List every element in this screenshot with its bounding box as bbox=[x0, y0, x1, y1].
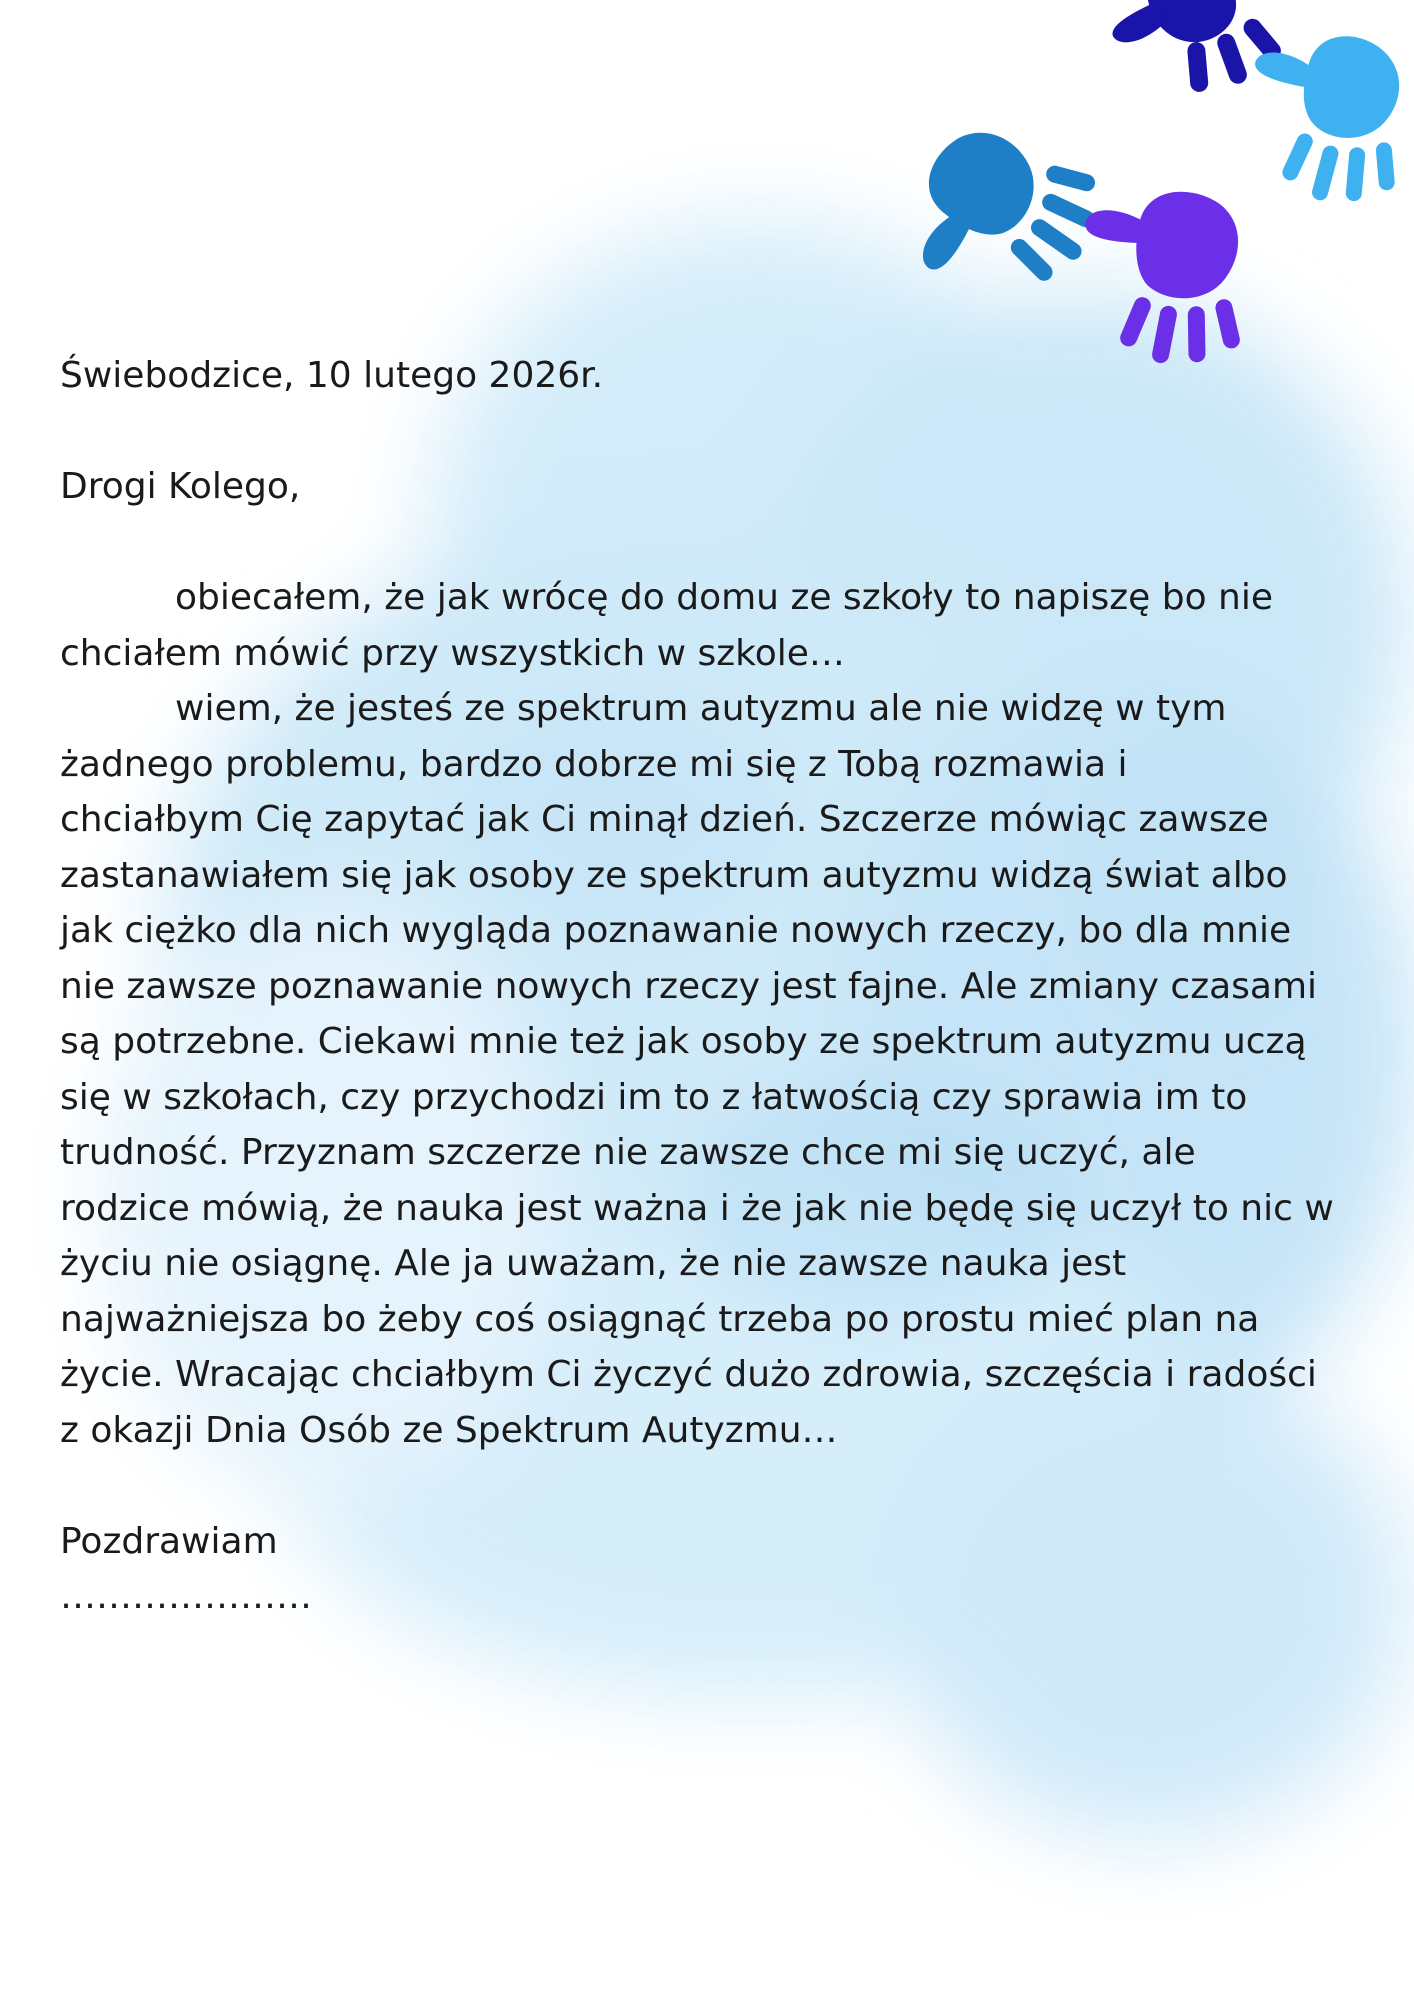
place-date: Świebodzice, 10 lutego 2026r. bbox=[60, 355, 604, 396]
body-line: życiu nie osiągnę. Ale ja uważam, że nie zawsze nauka jest bbox=[60, 1243, 1127, 1284]
spacer bbox=[60, 515, 1370, 571]
signature-line: ………………… bbox=[60, 1576, 312, 1617]
closing: Pozdrawiam bbox=[60, 1520, 278, 1562]
letter-content bbox=[60, 348, 1370, 1625]
body-line: się w szkołach, czy przychodzi im to z łatwością czy sprawia im to bbox=[60, 1076, 1248, 1118]
handprints-decoration bbox=[0, 0, 1414, 400]
body-line: z okazji Dnia Osób ze Spektrum Autyzmu… bbox=[60, 1409, 838, 1451]
body-line: nie zawsze poznawanie nowych rzeczy jest fajne. Ale zmiany czasami bbox=[60, 965, 1318, 1007]
medium-blue-handprint-icon bbox=[887, 103, 1119, 331]
body-line: rodzice mówią, że nauka jest ważna i że jak nie będę się uczył to nic w bbox=[60, 1187, 1334, 1229]
body-line: obiecałem, że jak wrócę do domu ze szkoły to napiszę bo nie bbox=[175, 577, 1273, 618]
spacer bbox=[60, 404, 1370, 460]
body-line: życie. Wracając chciałbym Ci życzyć dużo zdrowia, szczęścia i radości bbox=[60, 1354, 1317, 1395]
body-line: są potrzebne. Ciekawi mnie też jak osoby ze spektrum autyzmu uczą bbox=[60, 1021, 1307, 1062]
body-line: zastanawiałem się jak osoby ze spektrum autyzmu widzą świat albo bbox=[60, 854, 1288, 896]
body-line: trudność. Przyznam szczerze nie zawsze chce mi się uczyć, ale bbox=[60, 1132, 1196, 1173]
body-line: jak ciężko dla nich wygląda poznawanie nowych rzeczy, bo dla mnie bbox=[60, 910, 1292, 951]
body-line: chciałem mówić przy wszystkich w szkole… bbox=[60, 632, 845, 674]
body-line: wiem, że jesteś ze spektrum autyzmu ale nie widzę w tym bbox=[175, 688, 1227, 729]
greeting: Drogi Kolego, bbox=[60, 466, 301, 507]
spacer bbox=[60, 1458, 1370, 1514]
body-line: chciałbym Cię zapytać jak Ci minął dzień. Szczerze mówiąc zawsze bbox=[60, 799, 1269, 840]
body-line: najważniejsza bo żeby coś osiągnąć trzeba po prostu mieć plan na bbox=[60, 1298, 1260, 1340]
body-line: żadnego problemu, bardzo dobrze mi się z Tobą rozmawia i bbox=[60, 743, 1128, 785]
violet-handprint-icon bbox=[1074, 183, 1255, 370]
